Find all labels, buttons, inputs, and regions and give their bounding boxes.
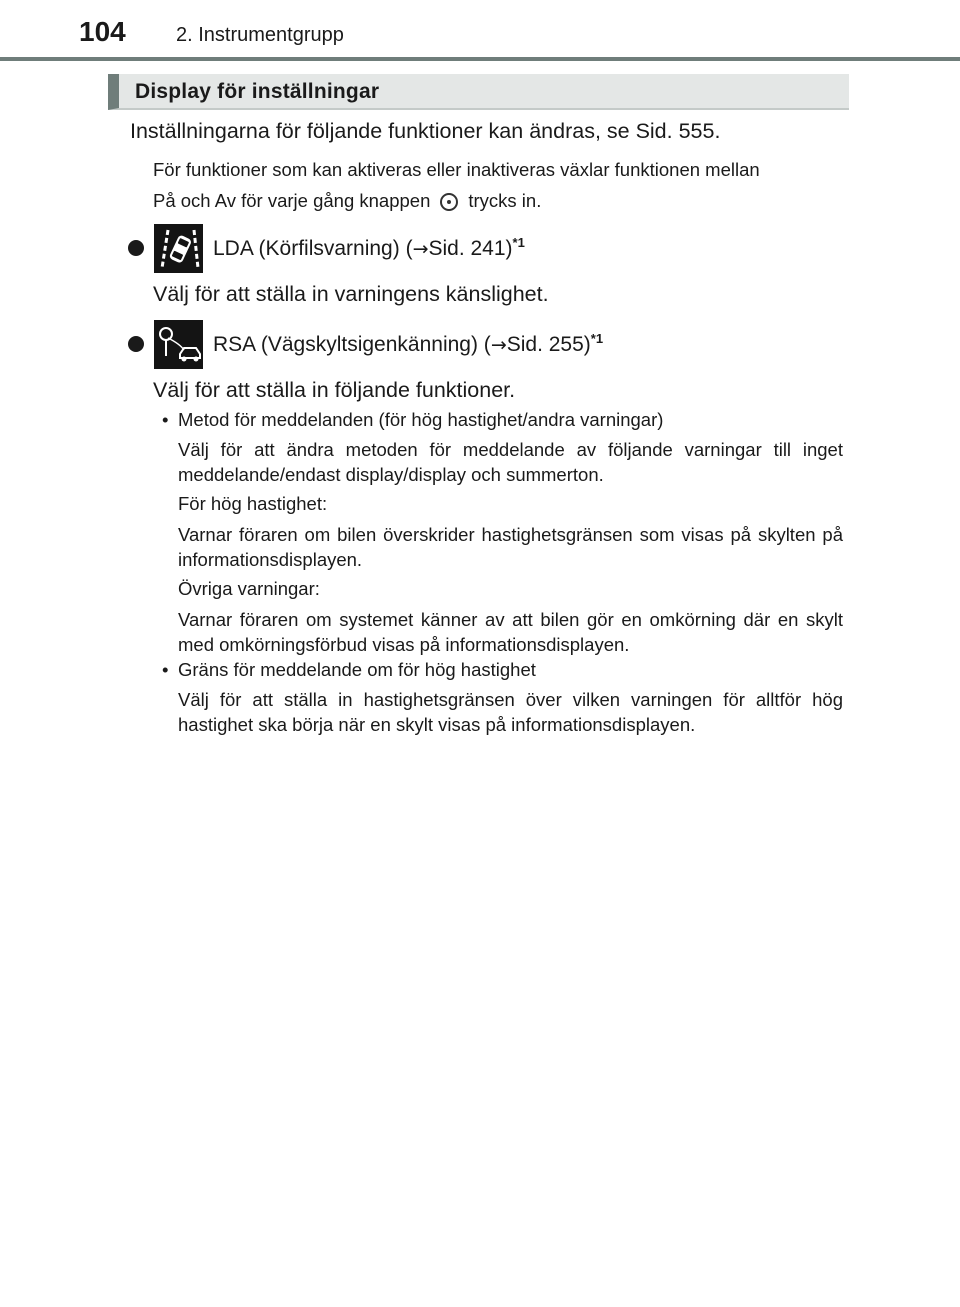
rsa-bullet-1-para-3: Varnar föraren om bilen överskrider hastighetsgränsen som visas på skylten på informationsdisplayen. <box>178 524 843 570</box>
note-text <box>153 154 843 216</box>
rsa-road-sign-icon <box>154 320 203 369</box>
lda-label-text: LDA (Körfilsvarning) ( <box>213 237 413 260</box>
note-line-2 <box>153 185 843 216</box>
rsa-ref: Sid. 255) <box>506 333 591 356</box>
section-heading-bar <box>108 74 849 110</box>
rsa-bullet-1-para-1: Välj för att ändra metoden för meddelande av följande varningar till inget meddelande/endast display/display och summerton. <box>178 439 843 485</box>
bullet-dot <box>128 336 144 352</box>
chapter-title: 2. Instrumentgrupp <box>176 24 344 46</box>
rsa-label <box>213 331 603 357</box>
rsa-bullet-2-para-1: Välj för att ställa in hastighetsgränsen över vilken varningen för alltför hög hastighet ska börja när en skylt visas på informationsdisplayen. <box>178 689 843 735</box>
lda-ref: Sid. 241) <box>428 237 513 260</box>
rsa-arrow: → <box>490 334 507 356</box>
rsa-bullet-1 <box>162 407 844 432</box>
bullet-heading: • Metod för meddelanden (för hög hastighet/andra varningar) <box>162 407 844 432</box>
note-line-2-end: trycks in. <box>468 190 542 211</box>
note-line-2-start: På och Av för varje gång knappen <box>153 190 431 211</box>
rsa-description: Välj för att ställa in följande funktioner. <box>153 378 516 402</box>
section-title: Display för inställningar <box>135 80 380 103</box>
lda-label <box>213 235 525 261</box>
lda-lane-departure-icon <box>154 224 203 273</box>
rsa-label-text: RSA (Vägskyltsigenkänning) ( <box>213 333 491 356</box>
rsa-bullet-2 <box>162 657 844 682</box>
list-item-lda <box>128 222 525 274</box>
page-number: 104 <box>79 16 126 47</box>
lda-arrow: → <box>412 238 429 260</box>
header-rule <box>0 57 960 61</box>
rsa-bullet-1-para-2: För hög hastighet: <box>178 493 328 514</box>
enter-button-icon <box>440 193 458 211</box>
lda-footnote: *1 <box>512 235 525 250</box>
rsa-bullet-1-para-5: Varnar föraren om systemet känner av att bilen gör en omkörning där en skylt med omkörningsförbud visas på informationsdisplayen. <box>178 609 843 655</box>
intro-text: Inställningarna för följande funktioner kan ändras, se Sid. 555. <box>130 119 721 143</box>
note-line-1: För funktioner som kan aktiveras eller inaktiveras växlar funktionen mellan <box>153 159 760 180</box>
rsa-footnote: *1 <box>590 331 604 346</box>
rsa-bullet-1-para-4: Övriga varningar: <box>178 578 320 599</box>
lda-description: Välj för att ställa in varningens känslighet. <box>153 282 549 306</box>
bullet-heading: • Gräns för meddelande om för hög hastighet <box>162 657 844 682</box>
list-item-rsa <box>128 318 603 370</box>
bullet-dot <box>128 240 144 256</box>
